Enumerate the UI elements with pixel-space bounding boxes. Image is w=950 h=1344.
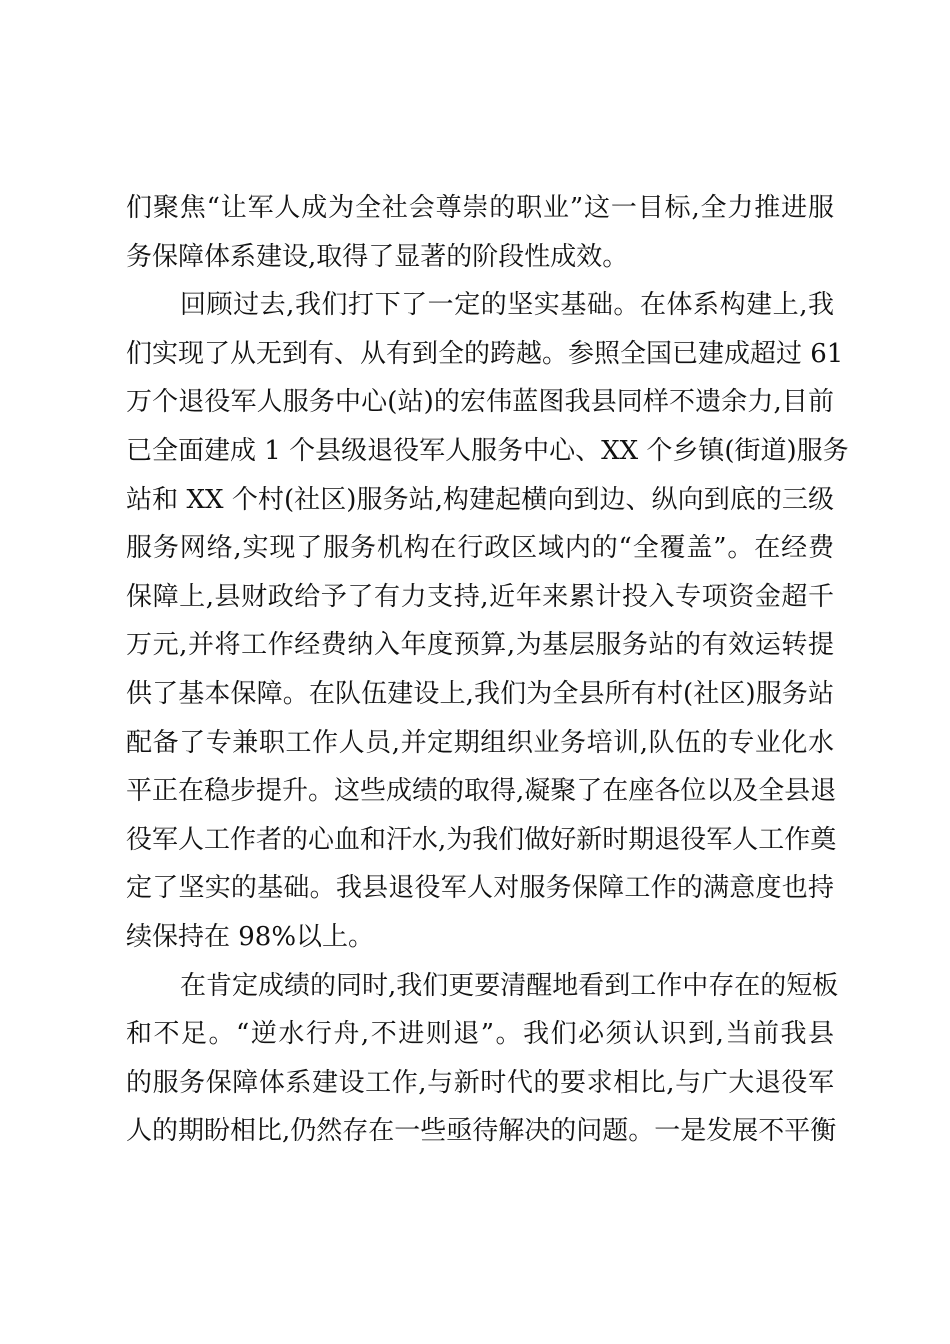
text-line: 万元,并将工作经费纳入年度预算,为基层服务站的有效运转提 [126, 630, 834, 661]
text-line: 的服务保障体系建设工作,与新时代的要求相比,与广大退役军 [126, 1067, 834, 1098]
text-line: 役军人工作者的心血和汗水,为我们做好新时期退役军人工作奠 [126, 824, 837, 855]
paragraph-3 [126, 962, 839, 1156]
text-line: 定了坚实的基础。我县退役军人对服务保障工作的满意度也持 [126, 873, 834, 904]
text-line: 万个退役军人服务中心(站)的宏伟蓝图我县同样不遗余力,目前 [126, 387, 834, 418]
text-line: 已全面建成 1 个县级退役军人服务中心、XX 个乡镇(街道)服务 [126, 435, 849, 466]
text-line: 们实现了从无到有、从有到全的跨越。参照全国已建成超过 61 [126, 338, 844, 369]
paragraph-1 [126, 184, 834, 281]
body-text [126, 184, 849, 1156]
text-line: 们聚焦“让军人成为全社会尊崇的职业”这一目标,全力推进服 [126, 193, 834, 223]
text-line: 回顾过去,我们打下了一定的坚实基础。在体系构建上,我 [180, 290, 834, 321]
paragraph-2 [126, 281, 849, 961]
text-line: 供了基本保障。在队伍建设上,我们为全县所有村(社区)服务站 [126, 678, 834, 709]
text-line: 续保持在 98%以上。 [126, 921, 375, 952]
text-line: 平正在稳步提升。这些成绩的取得,凝聚了在座各位以及全县退 [126, 776, 837, 807]
text-line: 配备了专兼职工作人员,并定期组织业务培训,队伍的专业化水 [126, 727, 834, 758]
text-line: 和不足。“逆水行舟,不进则退”。我们必须认识到,当前我县 [126, 1019, 834, 1050]
text-line: 保障上,县财政给予了有力支持,近年来累计投入专项资金超千 [126, 581, 834, 612]
text-line: 在肯定成绩的同时,我们更要清醒地看到工作中存在的短板 [180, 970, 839, 1001]
text-line: 人的期盼相比,仍然存在一些亟待解决的问题。一是发展不平衡 [126, 1116, 837, 1147]
text-line: 务保障体系建设,取得了显著的阶段性成效。 [126, 241, 629, 272]
text-line: 服务网络,实现了服务机构在行政区域内的“全覆盖”。在经费 [126, 533, 834, 564]
text-line: 站和 XX 个村(社区)服务站,构建起横向到边、纵向到底的三级 [126, 484, 834, 515]
